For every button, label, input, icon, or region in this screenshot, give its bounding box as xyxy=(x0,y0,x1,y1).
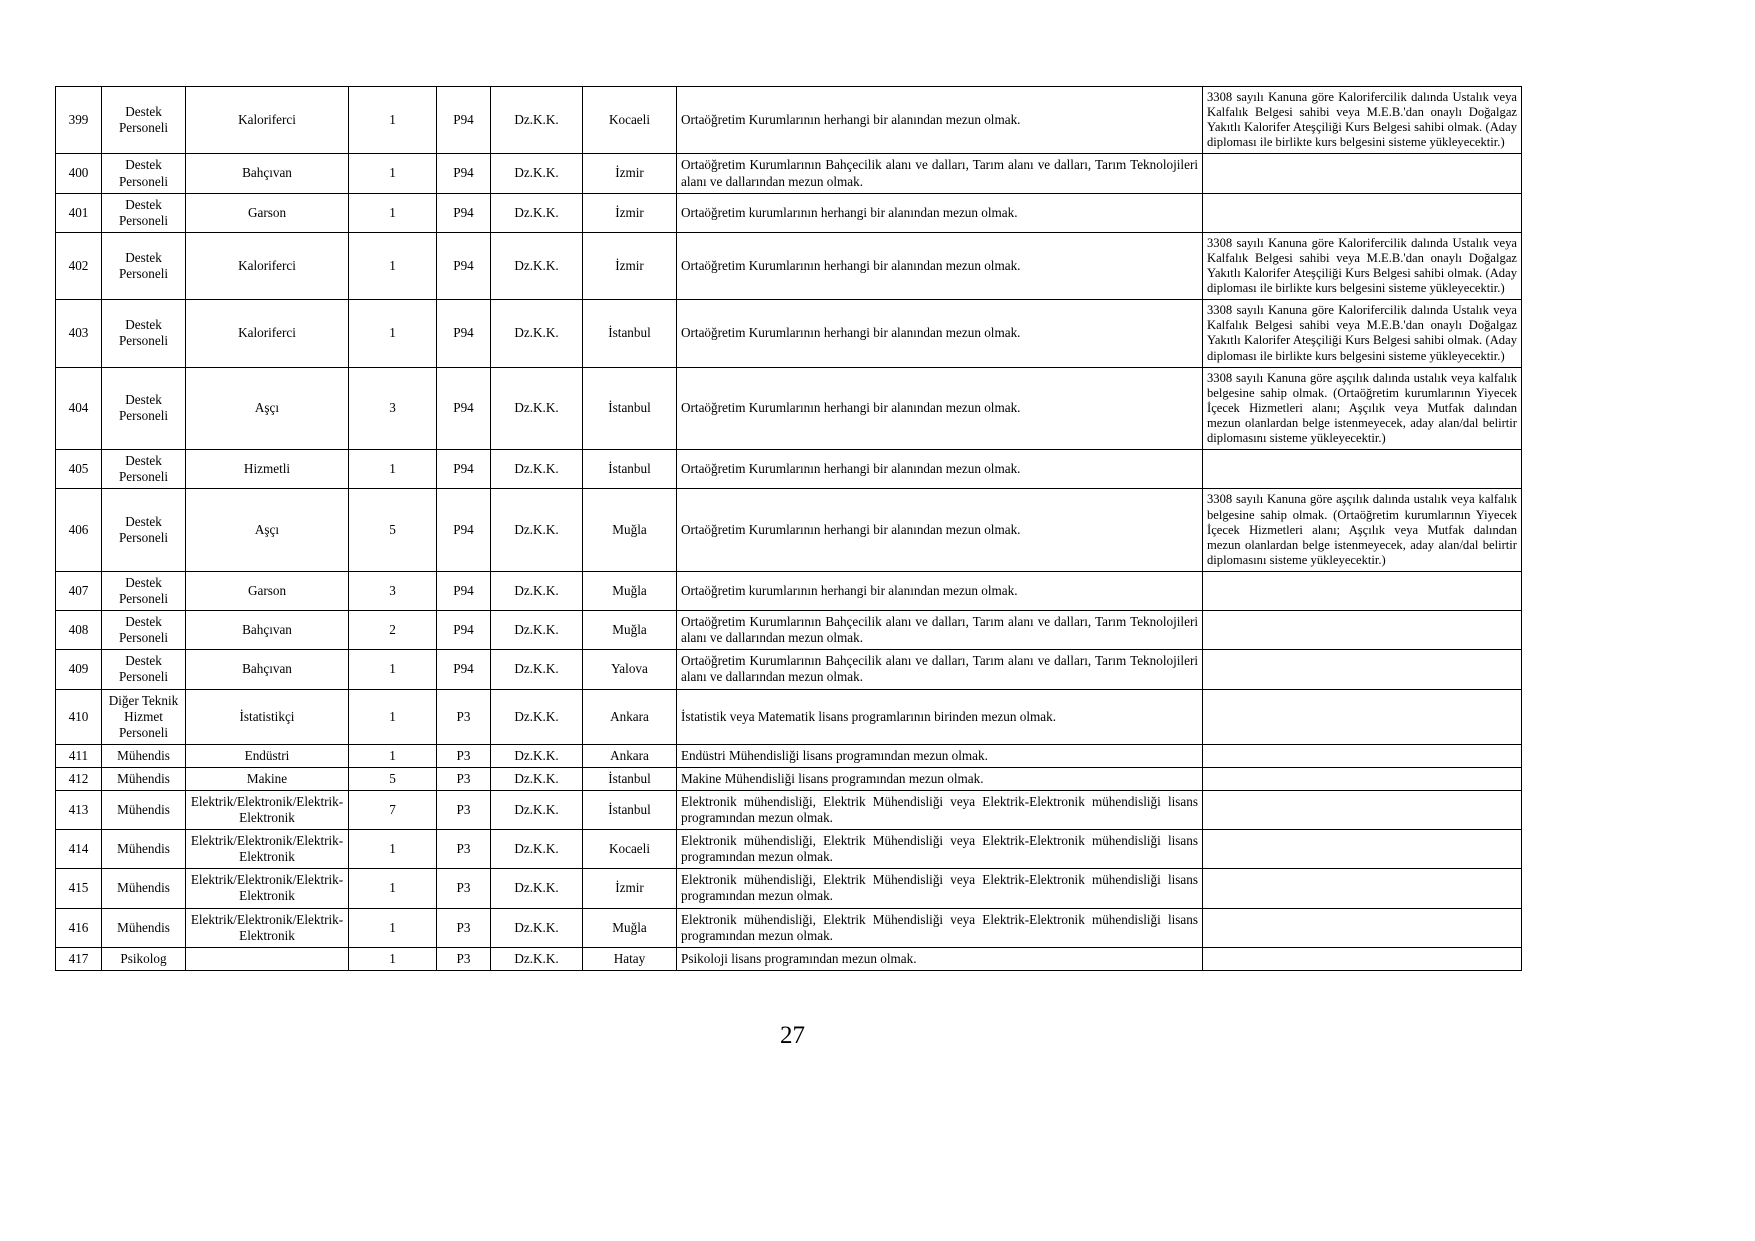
cell-quantity: 1 xyxy=(349,193,437,232)
table-row xyxy=(56,830,1522,869)
cell-code: P94 xyxy=(437,489,491,572)
page-number: 27 xyxy=(780,1022,805,1049)
cell-code: P3 xyxy=(437,869,491,908)
positions-table xyxy=(55,86,1522,971)
cell-city: İzmir xyxy=(583,193,677,232)
cell-position-title: Destek Personeli xyxy=(102,571,186,610)
table-row xyxy=(56,87,1522,154)
cell-position-title: Mühendis xyxy=(102,908,186,947)
cell-branch: Aşçı xyxy=(186,489,349,572)
cell-quantity: 1 xyxy=(349,689,437,744)
cell-description: Elektronik mühendisliği, Elektrik Mühendisliği veya Elektrik-Elektronik mühendisliği lisans programından mezun olmak. xyxy=(677,791,1203,830)
cell-quantity: 1 xyxy=(349,947,437,970)
cell-position-title: Destek Personeli xyxy=(102,450,186,489)
cell-row-number: 401 xyxy=(56,193,102,232)
cell-code: P94 xyxy=(437,232,491,299)
table-row xyxy=(56,450,1522,489)
cell-force: Dz.K.K. xyxy=(491,87,583,154)
cell-note: 3308 sayılı Kanuna göre Kalorifercilik dalında Ustalık veya Kalfalık Belgesi sahibi veya M.E.B.'dan onaylı Doğalgaz Yakıtlı Kalorifer Ateşçiliği Kurs Belgesi sahibi olmak. (Aday diploması ile birlikte kurs belgesini sisteme yükleyecektir.) xyxy=(1203,300,1522,367)
cell-quantity: 1 xyxy=(349,87,437,154)
cell-branch: Bahçıvan xyxy=(186,650,349,689)
cell-note xyxy=(1203,689,1522,744)
cell-force: Dz.K.K. xyxy=(491,791,583,830)
cell-branch: Elektrik/Elektronik/Elektrik-Elektronik xyxy=(186,908,349,947)
cell-position-title: Destek Personeli xyxy=(102,367,186,450)
cell-row-number: 404 xyxy=(56,367,102,450)
cell-row-number: 403 xyxy=(56,300,102,367)
table-row xyxy=(56,947,1522,970)
cell-code: P94 xyxy=(437,450,491,489)
cell-quantity: 3 xyxy=(349,571,437,610)
cell-city: Ankara xyxy=(583,689,677,744)
cell-note xyxy=(1203,744,1522,767)
table-row xyxy=(56,869,1522,908)
cell-row-number: 416 xyxy=(56,908,102,947)
cell-code: P94 xyxy=(437,300,491,367)
cell-city: İstanbul xyxy=(583,767,677,790)
cell-branch: Elektrik/Elektronik/Elektrik-Elektronik xyxy=(186,791,349,830)
cell-branch: Bahçıvan xyxy=(186,611,349,650)
cell-branch: Kaloriferci xyxy=(186,300,349,367)
cell-note xyxy=(1203,154,1522,193)
cell-row-number: 412 xyxy=(56,767,102,790)
table-row xyxy=(56,767,1522,790)
cell-note xyxy=(1203,791,1522,830)
cell-code: P3 xyxy=(437,830,491,869)
cell-code: P3 xyxy=(437,908,491,947)
cell-force: Dz.K.K. xyxy=(491,650,583,689)
cell-city: İstanbul xyxy=(583,450,677,489)
cell-description: Makine Mühendisliği lisans programından mezun olmak. xyxy=(677,767,1203,790)
cell-note xyxy=(1203,767,1522,790)
cell-city: Yalova xyxy=(583,650,677,689)
cell-quantity: 7 xyxy=(349,791,437,830)
cell-description: Ortaöğretim Kurumlarının herhangi bir alanından mezun olmak. xyxy=(677,367,1203,450)
cell-branch: Elektrik/Elektronik/Elektrik-Elektronik xyxy=(186,830,349,869)
cell-row-number: 410 xyxy=(56,689,102,744)
cell-city: Hatay xyxy=(583,947,677,970)
cell-description: Ortaöğretim Kurumlarının herhangi bir alanından mezun olmak. xyxy=(677,87,1203,154)
cell-city: Muğla xyxy=(583,908,677,947)
cell-quantity: 3 xyxy=(349,367,437,450)
cell-position-title: Destek Personeli xyxy=(102,650,186,689)
table-row xyxy=(56,193,1522,232)
cell-note xyxy=(1203,611,1522,650)
cell-position-title: Destek Personeli xyxy=(102,489,186,572)
cell-description: Ortaöğretim kurumlarının herhangi bir alanından mezun olmak. xyxy=(677,193,1203,232)
table-row xyxy=(56,650,1522,689)
cell-code: P3 xyxy=(437,947,491,970)
table-row xyxy=(56,791,1522,830)
cell-row-number: 411 xyxy=(56,744,102,767)
cell-force: Dz.K.K. xyxy=(491,300,583,367)
cell-branch: İstatistikçi xyxy=(186,689,349,744)
cell-row-number: 406 xyxy=(56,489,102,572)
cell-branch: Garson xyxy=(186,193,349,232)
cell-row-number: 399 xyxy=(56,87,102,154)
cell-force: Dz.K.K. xyxy=(491,450,583,489)
cell-city: Muğla xyxy=(583,611,677,650)
cell-code: P3 xyxy=(437,767,491,790)
cell-city: İstanbul xyxy=(583,367,677,450)
cell-force: Dz.K.K. xyxy=(491,767,583,790)
cell-description: Ortaöğretim Kurumlarının herhangi bir alanından mezun olmak. xyxy=(677,489,1203,572)
cell-row-number: 405 xyxy=(56,450,102,489)
cell-row-number: 414 xyxy=(56,830,102,869)
cell-branch: Makine xyxy=(186,767,349,790)
table-row xyxy=(56,744,1522,767)
cell-note xyxy=(1203,830,1522,869)
cell-branch: Hizmetli xyxy=(186,450,349,489)
cell-quantity: 1 xyxy=(349,232,437,299)
cell-branch xyxy=(186,947,349,970)
cell-code: P94 xyxy=(437,611,491,650)
table-row xyxy=(56,571,1522,610)
cell-force: Dz.K.K. xyxy=(491,869,583,908)
table-row xyxy=(56,689,1522,744)
cell-code: P3 xyxy=(437,744,491,767)
cell-code: P3 xyxy=(437,791,491,830)
table-row xyxy=(56,300,1522,367)
cell-city: Kocaeli xyxy=(583,87,677,154)
cell-city: İzmir xyxy=(583,869,677,908)
cell-position-title: Destek Personeli xyxy=(102,193,186,232)
cell-quantity: 1 xyxy=(349,744,437,767)
cell-city: Muğla xyxy=(583,571,677,610)
cell-city: Ankara xyxy=(583,744,677,767)
cell-city: Kocaeli xyxy=(583,830,677,869)
cell-position-title: Destek Personeli xyxy=(102,611,186,650)
cell-city: İzmir xyxy=(583,232,677,299)
cell-position-title: Destek Personeli xyxy=(102,87,186,154)
cell-position-title: Destek Personeli xyxy=(102,300,186,367)
cell-force: Dz.K.K. xyxy=(491,571,583,610)
cell-description: Elektronik mühendisliği, Elektrik Mühendisliği veya Elektrik-Elektronik mühendisliği lisans programından mezun olmak. xyxy=(677,869,1203,908)
cell-description: Psikoloji lisans programından mezun olmak. xyxy=(677,947,1203,970)
cell-quantity: 5 xyxy=(349,767,437,790)
cell-branch: Elektrik/Elektronik/Elektrik-Elektronik xyxy=(186,869,349,908)
cell-branch: Garson xyxy=(186,571,349,610)
cell-description: Ortaöğretim Kurumlarının Bahçecilik alanı ve dalları, Tarım alanı ve dalları, Tarım Teknolojileri alanı ve dallarından mezun olmak. xyxy=(677,650,1203,689)
cell-city: İstanbul xyxy=(583,791,677,830)
cell-quantity: 1 xyxy=(349,830,437,869)
cell-force: Dz.K.K. xyxy=(491,232,583,299)
cell-force: Dz.K.K. xyxy=(491,154,583,193)
cell-row-number: 415 xyxy=(56,869,102,908)
cell-position-title: Destek Personeli xyxy=(102,154,186,193)
cell-code: P94 xyxy=(437,154,491,193)
cell-position-title: Mühendis xyxy=(102,869,186,908)
cell-row-number: 402 xyxy=(56,232,102,299)
cell-description: Ortaöğretim Kurumlarının herhangi bir alanından mezun olmak. xyxy=(677,300,1203,367)
cell-position-title: Diğer Teknik Hizmet Personeli xyxy=(102,689,186,744)
cell-city: İzmir xyxy=(583,154,677,193)
cell-force: Dz.K.K. xyxy=(491,908,583,947)
cell-branch: Kaloriferci xyxy=(186,232,349,299)
table-row xyxy=(56,611,1522,650)
cell-note: 3308 sayılı Kanuna göre Kalorifercilik dalında Ustalık veya Kalfalık Belgesi sahibi veya M.E.B.'dan onaylı Doğalgaz Yakıtlı Kalorifer Ateşçiliği Kurs Belgesi sahibi olmak. (Aday diploması ile birlikte kurs belgesini sisteme yükleyecektir.) xyxy=(1203,87,1522,154)
cell-note xyxy=(1203,908,1522,947)
cell-position-title: Mühendis xyxy=(102,830,186,869)
cell-city: İstanbul xyxy=(583,300,677,367)
cell-row-number: 413 xyxy=(56,791,102,830)
cell-note: 3308 sayılı Kanuna göre aşçılık dalında ustalık veya kalfalık belgesine sahip olmak. (Ortaöğretim kurumlarının Yiyecek İçecek Hizmetleri alanı; Aşçılık veya Mutfak dalından mezun olanlardan belge istenmeyecek, aday alan/dal belirtir diplomasını sisteme yükleyecektir.) xyxy=(1203,367,1522,450)
cell-force: Dz.K.K. xyxy=(491,611,583,650)
cell-note: 3308 sayılı Kanuna göre Kalorifercilik dalında Ustalık veya Kalfalık Belgesi sahibi veya M.E.B.'dan onaylı Doğalgaz Yakıtlı Kalorifer Ateşçiliği Kurs Belgesi sahibi olmak. (Aday diploması ile birlikte kurs belgesini sisteme yükleyecektir.) xyxy=(1203,232,1522,299)
cell-city: Muğla xyxy=(583,489,677,572)
cell-code: P94 xyxy=(437,193,491,232)
table-row xyxy=(56,232,1522,299)
cell-code: P94 xyxy=(437,650,491,689)
cell-code: P94 xyxy=(437,87,491,154)
cell-description: Ortaöğretim kurumlarının herhangi bir alanından mezun olmak. xyxy=(677,571,1203,610)
cell-position-title: Destek Personeli xyxy=(102,232,186,299)
cell-quantity: 1 xyxy=(349,908,437,947)
cell-row-number: 400 xyxy=(56,154,102,193)
cell-quantity: 5 xyxy=(349,489,437,572)
cell-quantity: 1 xyxy=(349,869,437,908)
positions-table-body xyxy=(56,87,1522,971)
cell-branch: Endüstri xyxy=(186,744,349,767)
cell-code: P3 xyxy=(437,689,491,744)
table-row xyxy=(56,367,1522,450)
cell-note xyxy=(1203,571,1522,610)
cell-description: Elektronik mühendisliği, Elektrik Mühendisliği veya Elektrik-Elektronik mühendisliği lisans programından mezun olmak. xyxy=(677,908,1203,947)
cell-row-number: 417 xyxy=(56,947,102,970)
cell-quantity: 1 xyxy=(349,154,437,193)
cell-note: 3308 sayılı Kanuna göre aşçılık dalında ustalık veya kalfalık belgesine sahip olmak. (Ortaöğretim kurumlarının Yiyecek İçecek Hizmetleri alanı; Aşçılık veya Mutfak dalından mezun olanlardan belge istenmeyecek, aday alan/dal belirtir diplomasını sisteme yükleyecektir.) xyxy=(1203,489,1522,572)
cell-note xyxy=(1203,193,1522,232)
cell-description: Ortaöğretim Kurumlarının herhangi bir alanından mezun olmak. xyxy=(677,450,1203,489)
cell-code: P94 xyxy=(437,367,491,450)
cell-branch: Aşçı xyxy=(186,367,349,450)
cell-position-title: Mühendis xyxy=(102,744,186,767)
cell-description: Endüstri Mühendisliği lisans programından mezun olmak. xyxy=(677,744,1203,767)
cell-branch: Kaloriferci xyxy=(186,87,349,154)
cell-branch: Bahçıvan xyxy=(186,154,349,193)
cell-force: Dz.K.K. xyxy=(491,193,583,232)
cell-position-title: Psikolog xyxy=(102,947,186,970)
table-row xyxy=(56,154,1522,193)
cell-position-title: Mühendis xyxy=(102,791,186,830)
table-row xyxy=(56,908,1522,947)
cell-row-number: 407 xyxy=(56,571,102,610)
cell-position-title: Mühendis xyxy=(102,767,186,790)
cell-quantity: 1 xyxy=(349,650,437,689)
cell-force: Dz.K.K. xyxy=(491,689,583,744)
cell-description: Ortaöğretim Kurumlarının Bahçecilik alanı ve dalları, Tarım alanı ve dalları, Tarım Teknolojileri alanı ve dallarından mezun olmak. xyxy=(677,154,1203,193)
cell-force: Dz.K.K. xyxy=(491,489,583,572)
table-row xyxy=(56,489,1522,572)
cell-quantity: 1 xyxy=(349,300,437,367)
cell-description: Elektronik mühendisliği, Elektrik Mühendisliği veya Elektrik-Elektronik mühendisliği lisans programından mezun olmak. xyxy=(677,830,1203,869)
cell-row-number: 408 xyxy=(56,611,102,650)
positions-table-container xyxy=(55,86,1521,971)
cell-note xyxy=(1203,650,1522,689)
cell-note xyxy=(1203,947,1522,970)
cell-quantity: 2 xyxy=(349,611,437,650)
cell-force: Dz.K.K. xyxy=(491,367,583,450)
cell-force: Dz.K.K. xyxy=(491,947,583,970)
cell-description: Ortaöğretim Kurumlarının herhangi bir alanından mezun olmak. xyxy=(677,232,1203,299)
cell-force: Dz.K.K. xyxy=(491,830,583,869)
cell-note xyxy=(1203,450,1522,489)
cell-description: Ortaöğretim Kurumlarının Bahçecilik alanı ve dalları, Tarım alanı ve dalları, Tarım Teknolojileri alanı ve dallarından mezun olmak. xyxy=(677,611,1203,650)
cell-note xyxy=(1203,869,1522,908)
cell-description: İstatistik veya Matematik lisans programlarının birinden mezun olmak. xyxy=(677,689,1203,744)
cell-code: P94 xyxy=(437,571,491,610)
cell-force: Dz.K.K. xyxy=(491,744,583,767)
cell-row-number: 409 xyxy=(56,650,102,689)
cell-quantity: 1 xyxy=(349,450,437,489)
